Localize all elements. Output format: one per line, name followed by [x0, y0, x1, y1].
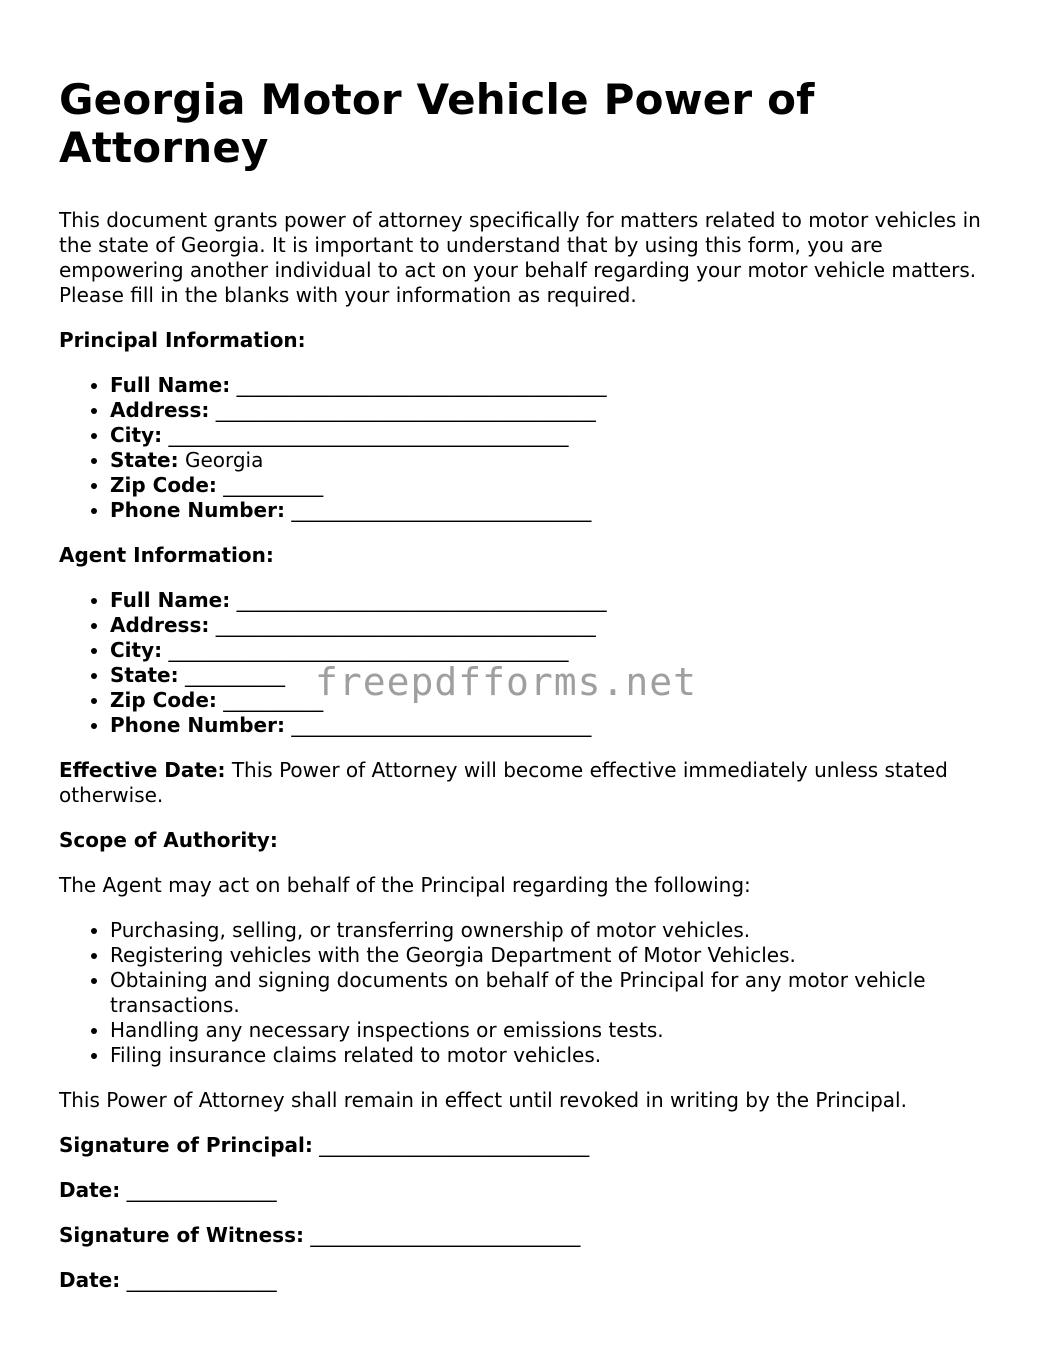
scope-intro: The Agent may act on behalf of the Principal regarding the following: — [59, 873, 751, 897]
agent-phone-field[interactable]: • Phone Number: ______________________________ — [110, 713, 999, 738]
scope-item: • Registering vehicles with the Georgia Department of Motor Vehicles. — [110, 943, 999, 968]
agent-full-name-field[interactable]: • Full Name: _____________________________________ — [110, 588, 999, 613]
scope-item: • Obtaining and signing documents on behalf of the Principal for any motor vehicle transactions. — [110, 968, 999, 1018]
principal-signature-line[interactable]: Signature of Principal: ___________________________ — [59, 1133, 590, 1157]
agent-state-field[interactable]: • State: __________ — [110, 663, 999, 688]
scope-list — [59, 918, 999, 1068]
document-title: Georgia Motor Vehicle Power of Attorney — [59, 75, 815, 172]
principal-fields — [59, 373, 999, 523]
scope-item: • Filing insurance claims related to motor vehicles. — [110, 1043, 999, 1068]
watermark: freepdfforms.net — [315, 660, 698, 704]
intro-paragraph: This document grants power of attorney specifically for matters related to motor vehicles in the state of Georgia. It is important to understand that by using this form, you are empowering another individual to act on your behalf regarding your motor vehicle matters. Please fill in the blanks with your information as required. — [59, 208, 981, 307]
agent-city-field[interactable]: • City: ________________________________________ — [110, 638, 999, 663]
principal-date-line[interactable]: Date: _______________ — [59, 1178, 277, 1202]
scope-item: • Handling any necessary inspections or emissions tests. — [110, 1018, 999, 1043]
principal-city-field[interactable]: • City: ________________________________________ — [110, 423, 999, 448]
principal-full-name-field[interactable]: • Full Name: _____________________________________ — [110, 373, 999, 398]
principal-zip-field[interactable]: • Zip Code: __________ — [110, 473, 999, 498]
principal-address-field[interactable]: • Address: ______________________________________ — [110, 398, 999, 423]
effective-date-paragraph: Effective Date: This Power of Attorney will become effective immediately unless stated otherwise. — [59, 758, 948, 807]
principal-state-field: • State: Georgia — [110, 448, 999, 473]
scope-heading: Scope of Authority: — [59, 828, 278, 852]
principal-phone-field[interactable]: • Phone Number: ______________________________ — [110, 498, 999, 523]
agent-heading: Agent Information: — [59, 543, 274, 567]
revocation-paragraph: This Power of Attorney shall remain in effect until revoked in writing by the Principal. — [59, 1088, 907, 1112]
principal-heading: Principal Information: — [59, 328, 306, 352]
witness-date-line[interactable]: Date: _______________ — [59, 1268, 277, 1292]
witness-signature-line[interactable]: Signature of Witness: ___________________________ — [59, 1223, 581, 1247]
agent-zip-field[interactable]: • Zip Code: __________ — [110, 688, 999, 713]
agent-address-field[interactable]: • Address: ______________________________________ — [110, 613, 999, 638]
scope-item: • Purchasing, selling, or transferring ownership of motor vehicles. — [110, 918, 999, 943]
